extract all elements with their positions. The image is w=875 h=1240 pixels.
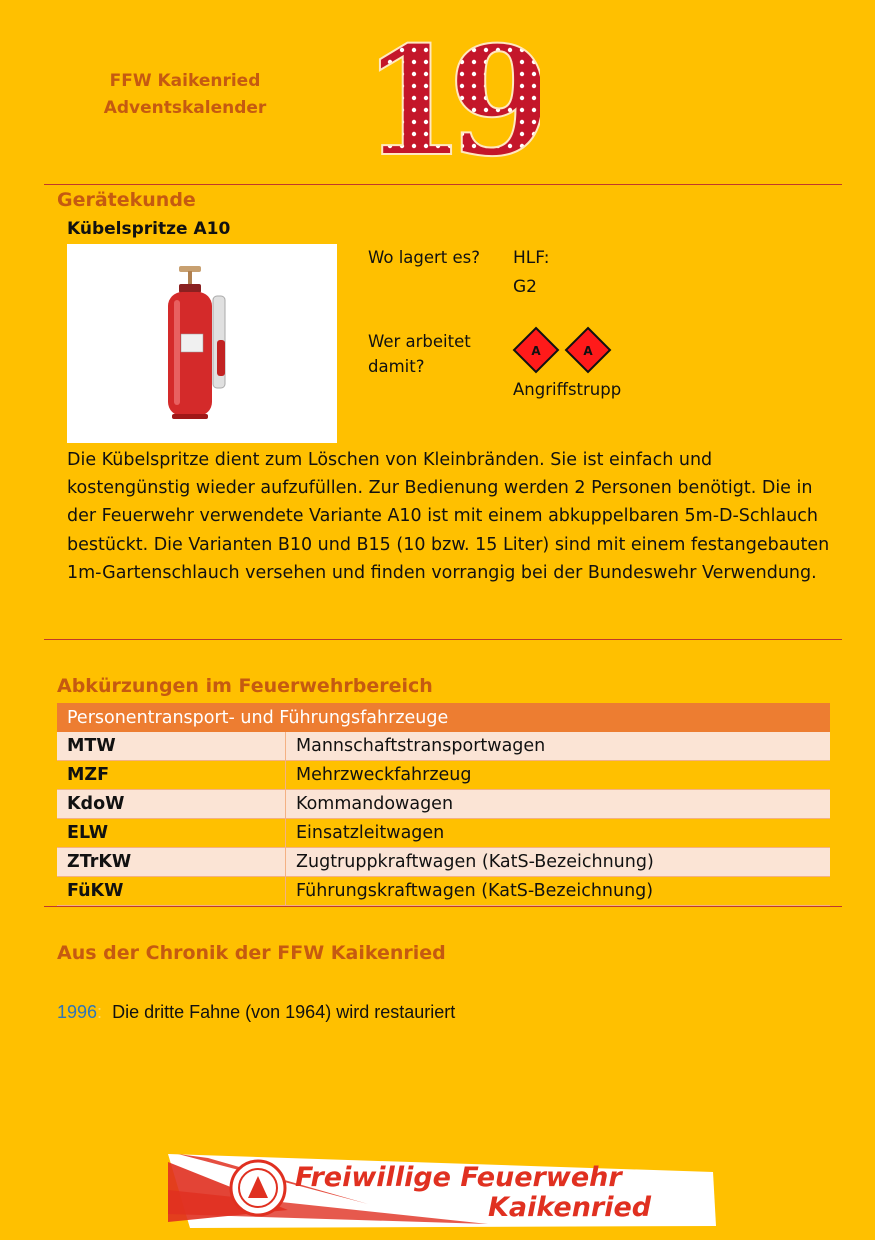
storage-location [513,244,549,302]
item-title: Kübelspritze A10 [67,219,231,239]
table-row [57,732,830,761]
abbr-cell: ELW [57,819,286,848]
chronik-title: Aus der Chronik der FFW Kaikenried [57,942,446,964]
abbr-cell: FüKW [57,877,286,906]
meaning-cell: Führungskraftwagen (KatS-Bezeichnung) [286,877,831,906]
svg-text:A: A [531,344,541,358]
svg-text:A: A [583,344,593,358]
meaning-cell: Kommandowagen [286,790,831,819]
chronik-separator: : [97,1002,103,1022]
table-header: Personentransport- und Führungsfahrzeuge [57,703,830,732]
abbr-cell: ZTrKW [57,848,286,877]
abbr-cell: MTW [57,732,286,761]
table-row [57,761,830,790]
table-row [57,877,830,906]
badge-a-2 [566,328,610,372]
badge-a-1 [514,328,558,372]
logo-line2: Kaikenried [488,1192,652,1223]
divider [44,184,842,185]
team-name: Angriffstrupp [513,380,622,399]
geraetekunde-title: Gerätekunde [57,189,196,211]
logo-line1: Freiwillige Feuerwehr [295,1162,622,1193]
where-label: Wo lagert es? [368,248,481,267]
abbr-cell: MZF [57,761,286,790]
abbr-cell: KdoW [57,790,286,819]
calendar-title [100,68,270,122]
divider [44,906,842,907]
calendar-title-line2: Adventskalender [103,98,267,118]
abkuerzungen-title: Abkürzungen im Feuerwehrbereich [57,675,433,697]
table-row [57,819,830,848]
chronik-text: Die dritte Fahne (von 1964) wird restauriert [112,1002,456,1022]
day-number: 19 [361,20,535,170]
item-description: Die Kübelspritze dient zum Löschen von Kleinbränden. Sie ist einfach und kostengünstig wieder aufzufüllen. Zur Bedienung werden 2 Personen benötigt. Die in der Feuerwehr verwendete Variante A10 ist mit einem abkuppelbaren 5m-D-Schlauch bestückt. Die Varianten B10 und B15 (10 bzw. 15 Liter) sind mit einem festangebauten 1m-Gartenschlauch versehen und finden vorrangig bei der Bundeswehr Verwendung. [67,450,830,583]
meaning-cell: Zugtruppkraftwagen (KatS-Bezeichnung) [286,848,831,877]
chronik-entry [57,1002,455,1023]
ffw-logo [168,1150,728,1230]
table-row [57,790,830,819]
meaning-cell: Mannschaftstransportwagen [286,732,831,761]
who-label-line1: Wer arbeitet [368,332,471,351]
day-number-graphic [360,20,540,170]
angriffstrupp-badges [512,326,614,374]
chronik-year: 1996 [57,1002,98,1022]
storage-compartment: G2 [513,277,537,297]
storage-vehicle: HLF: [513,248,550,268]
extinguisher-icon [67,244,337,443]
fire-extinguisher-image [67,244,337,443]
meaning-cell: Einsatzleitwagen [286,819,831,848]
abbreviation-table [57,703,830,906]
divider [44,639,842,640]
who-label [368,329,471,379]
table-row [57,848,830,877]
meaning-cell: Mehrzweckfahrzeug [286,761,831,790]
calendar-title-line1: FFW Kaikenried [109,71,261,91]
who-label-line2: damit? [368,357,425,376]
